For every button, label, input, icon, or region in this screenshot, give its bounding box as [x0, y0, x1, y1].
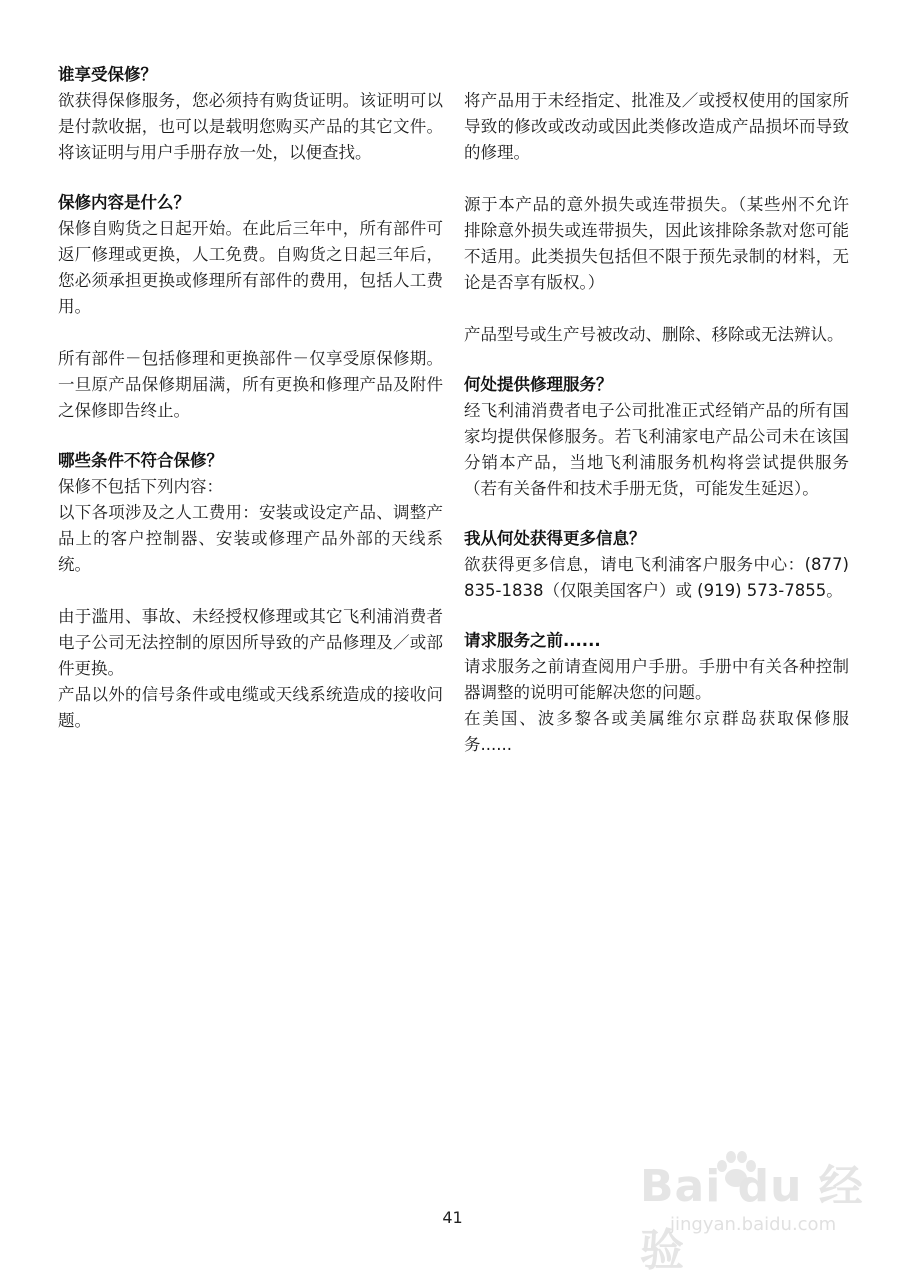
section-paragraph: 源于本产品的意外损失或连带损失。（某些州不允许排除意外损失或连带损失，因此该排除条款对您可能不适用。此类损失包括但不限于预先录制的材料，无论是否享有版权。） — [464, 195, 849, 292]
watermark-logo: Bai du 经验 — [640, 1161, 864, 1276]
section-paragraph: 欲获得更多信息，请电飞利浦客户服务中心：(877) 835-1838（仅限美国客户）或 (919) 573-7855。 — [464, 555, 849, 600]
section-exclusions-cont — [464, 88, 849, 348]
right-column — [464, 88, 849, 782]
section-paragraph: 由于滥用、事故、未经授权修理或其它飞利浦消费者电子公司无法控制的原因所导致的产品修理及／或部件更换。 产品以外的信号条件或电缆或天线系统造成的接收问题。 — [58, 607, 443, 730]
section-heading: 请求服务之前...... — [464, 631, 601, 650]
section-paragraph: 请求服务之前请查阅用户手册。手册中有关各种控制器调整的说明可能解决您的问题。 在美国、波多黎各或美属维尔京群岛获取保修服务...... — [464, 657, 849, 754]
page-number: 41 — [442, 1208, 463, 1227]
section-exclusions — [58, 448, 443, 734]
section-heading: 何处提供修理服务？ — [464, 375, 613, 394]
watermark-url: jingyan.baidu.com — [670, 1214, 837, 1235]
section-before-service — [464, 628, 849, 758]
baidu-watermark — [640, 1150, 880, 1276]
section-paragraph: 产品型号或生产号被改动、删除、移除或无法辨认。 — [464, 325, 844, 344]
section-who — [58, 62, 443, 166]
section-paragraph: 将产品用于未经指定、批准及／或授权使用的国家所导致的修改或改动或因此类修改造成产品损坏而导致的修理。 — [464, 91, 849, 162]
left-column — [58, 62, 443, 758]
section-paragraph: 所有部件－包括修理和更换部件－仅享受原保修期。一旦原产品保修期届满，所有更换和修理产品及附件之保修即告终止。 — [58, 349, 443, 420]
section-heading: 我从何处获得更多信息？ — [464, 529, 646, 548]
section-more-info — [464, 526, 849, 604]
section-heading: 保修内容是什么？ — [58, 193, 190, 212]
section-paragraph: 保修自购货之日起开始。在此后三年中，所有部件可返厂修理或更换，人工免费。自购货之日起三年后，您必须承担更换或修理所有部件的费用，包括人工费用。 — [58, 219, 443, 316]
section-what — [58, 190, 443, 424]
section-paragraph: 欲获得保修服务，您必须持有购货证明。该证明可以是付款收据，也可以是载明您购买产品的其它文件。将该证明与用户手册存放一处，以便查找。 — [58, 91, 443, 162]
section-paragraph: 经飞利浦消费者电子公司批准正式经销产品的所有国家均提供保修服务。若飞利浦家电产品公司未在该国分销本产品，当地飞利浦服务机构将尝试提供服务（若有关备件和技术手册无货，可能发生延迟）。 — [464, 401, 849, 498]
section-heading: 谁享受保修？ — [58, 65, 157, 84]
section-heading: 哪些条件不符合保修？ — [58, 451, 223, 470]
section-where — [464, 372, 849, 502]
section-paragraph: 保修不包括下列内容： 以下各项涉及之人工费用：安装或设定产品、调整产品上的客户控制器、安装或修理产品外部的天线系统。 — [58, 477, 443, 574]
